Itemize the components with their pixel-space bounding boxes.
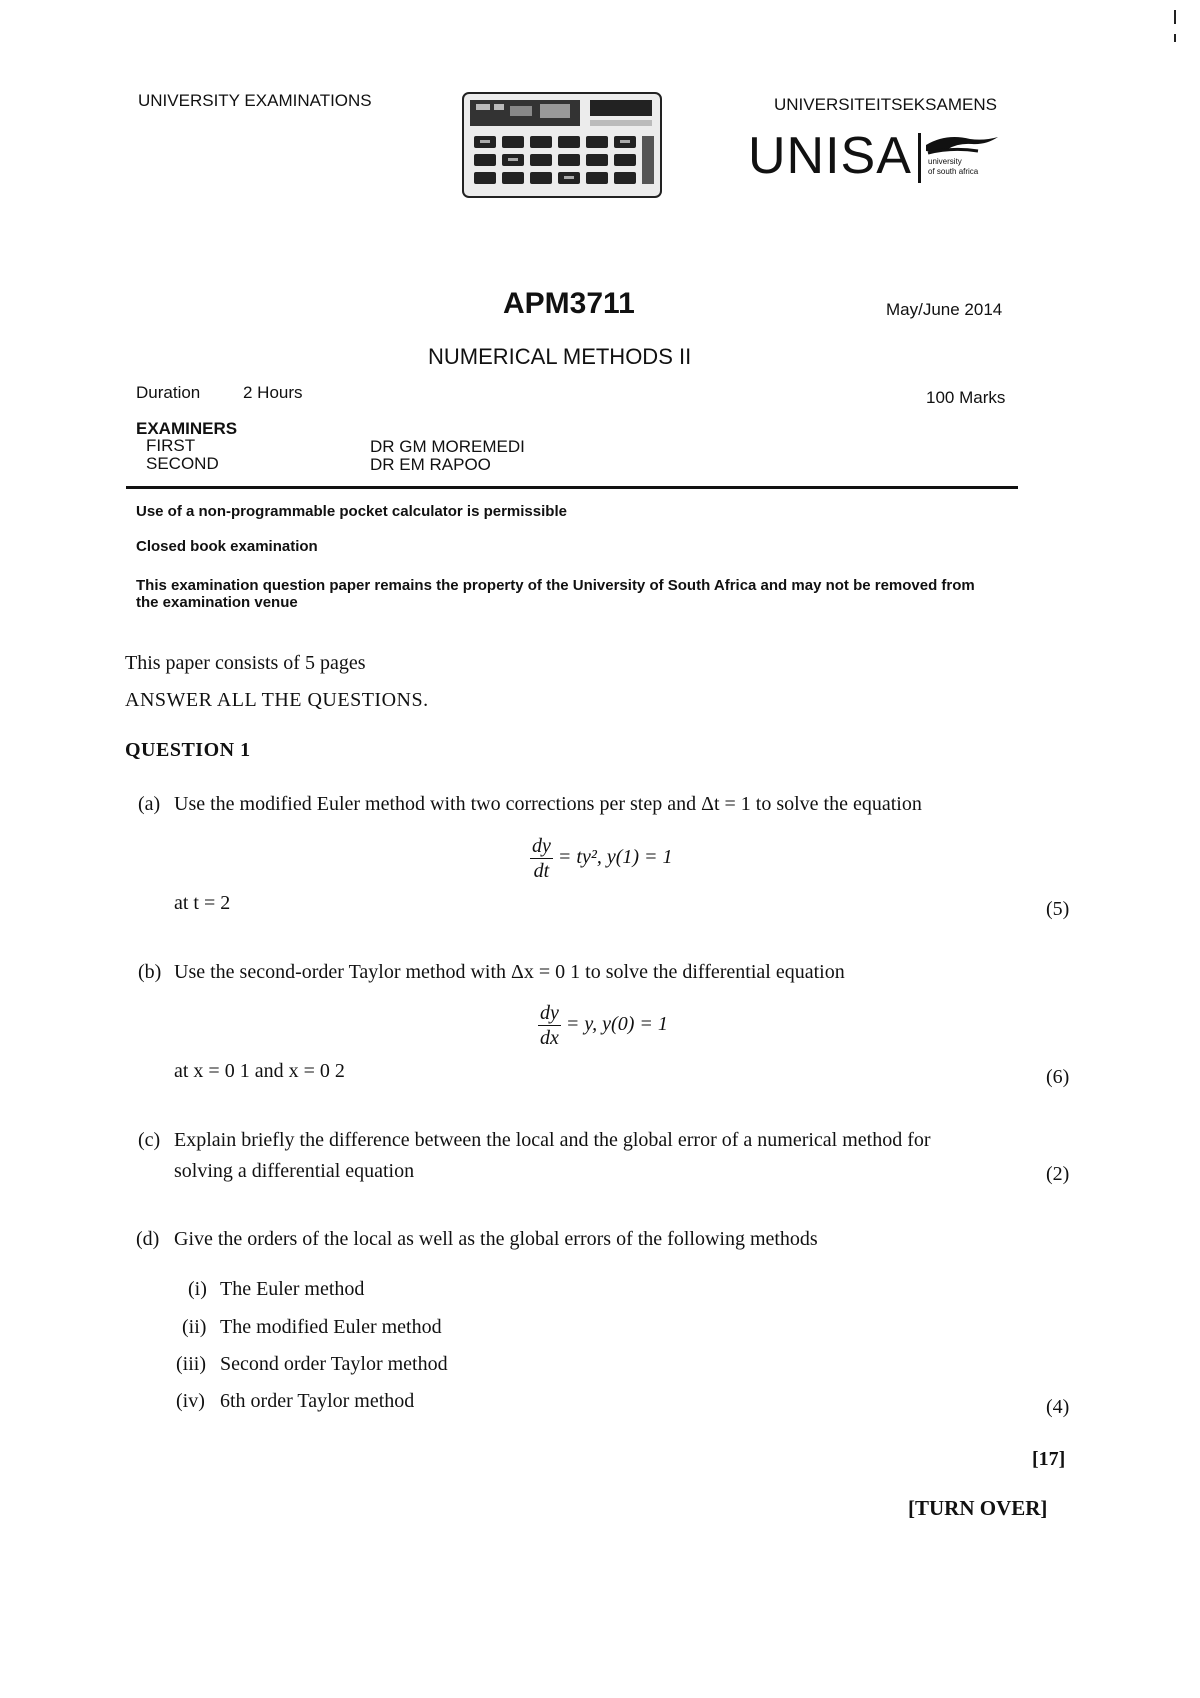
list-item-label: (ii) <box>182 1316 207 1338</box>
examiner-second-name: DR EM RAPOO <box>370 455 491 474</box>
part-c-line1: Explain briefly the difference between the local and the global error of a numerical method for <box>174 1129 931 1151</box>
eq-denominator: dx <box>540 1027 559 1049</box>
part-b-equation <box>538 1001 668 1050</box>
eq-numerator: dy <box>532 835 551 857</box>
exam-date: May/June 2014 <box>886 300 1003 319</box>
list-item-label: (iv) <box>176 1390 205 1412</box>
eq-numerator: dy <box>540 1002 559 1024</box>
list-item: Second order Taylor method <box>220 1353 448 1375</box>
paper-info: This paper consists of 5 pages <box>125 652 366 674</box>
part-a-label: (a) <box>138 793 161 815</box>
logo-subtext: university <box>928 157 962 166</box>
part-d-text: Give the orders of the local as well as the global errors of the following methods <box>174 1228 818 1250</box>
unisa-logo <box>748 127 1003 187</box>
instruction: ANSWER ALL THE QUESTIONS. <box>125 689 429 711</box>
duration-label: Duration <box>136 383 201 402</box>
part-a-mark: (5) <box>1046 898 1070 920</box>
part-d-mark: (4) <box>1046 1396 1070 1418</box>
part-b-label: (b) <box>138 961 162 983</box>
part-b-mark: (6) <box>1046 1066 1070 1088</box>
exam-title: NUMERICAL METHODS II <box>428 344 692 369</box>
duration-value: 2 Hours <box>243 383 303 402</box>
header-right: UNIVERSITEITSEKSAMENS <box>774 95 997 114</box>
scan-mark <box>1174 10 1176 24</box>
eq-rhs: = ty², y(1) = 1 <box>557 846 673 869</box>
list-item-label: (iii) <box>176 1353 206 1375</box>
note-property: This examination question paper remains the property of the University of South Africa and may not be removed from the examination venue <box>136 577 975 611</box>
part-b-after: at x = 0 1 and x = 0 2 <box>174 1060 345 1082</box>
list-item: 6th order Taylor method <box>220 1390 415 1412</box>
examiner-first-label: FIRST <box>146 436 196 455</box>
list-item: The Euler method <box>220 1278 365 1300</box>
part-c-label: (c) <box>138 1129 161 1151</box>
question-total: [17] <box>1032 1448 1066 1470</box>
question-title: QUESTION 1 <box>125 739 251 761</box>
divider <box>126 486 1018 489</box>
part-d-label: (d) <box>136 1228 160 1250</box>
list-item-label: (i) <box>188 1278 207 1300</box>
calculator-icon <box>462 92 662 198</box>
examiners-heading: EXAMINERS <box>136 419 238 438</box>
note-closed-book: Closed book examination <box>136 538 318 555</box>
header-left: UNIVERSITY EXAMINATIONS <box>138 91 372 110</box>
logo-text: UNISA <box>748 127 912 185</box>
total-marks: 100 Marks <box>926 388 1006 407</box>
examiner-first-name: DR GM MOREMEDI <box>370 437 525 456</box>
eq-denominator: dt <box>533 860 550 882</box>
scan-mark <box>1174 34 1176 42</box>
part-c-mark: (2) <box>1046 1163 1070 1185</box>
list-item: The modified Euler method <box>220 1316 442 1338</box>
turn-over: [TURN OVER] <box>908 1496 1048 1520</box>
course-code: APM3711 <box>503 287 635 320</box>
part-b-text: Use the second-order Taylor method with Δx = 0 1 to solve the differential equation <box>174 961 845 983</box>
part-c-line2: solving a differential equation <box>174 1160 415 1182</box>
logo-subtext: of south africa <box>928 167 979 176</box>
note-calculator: Use of a non-programmable pocket calculator is permissible <box>136 503 567 520</box>
part-a-text: Use the modified Euler method with two corrections per step and Δt = 1 to solve the equation <box>174 793 922 815</box>
examiner-second-label: SECOND <box>146 454 219 473</box>
part-a-after: at t = 2 <box>174 892 231 914</box>
eq-rhs: = y, y(0) = 1 <box>565 1013 668 1036</box>
part-a-equation <box>530 834 673 883</box>
